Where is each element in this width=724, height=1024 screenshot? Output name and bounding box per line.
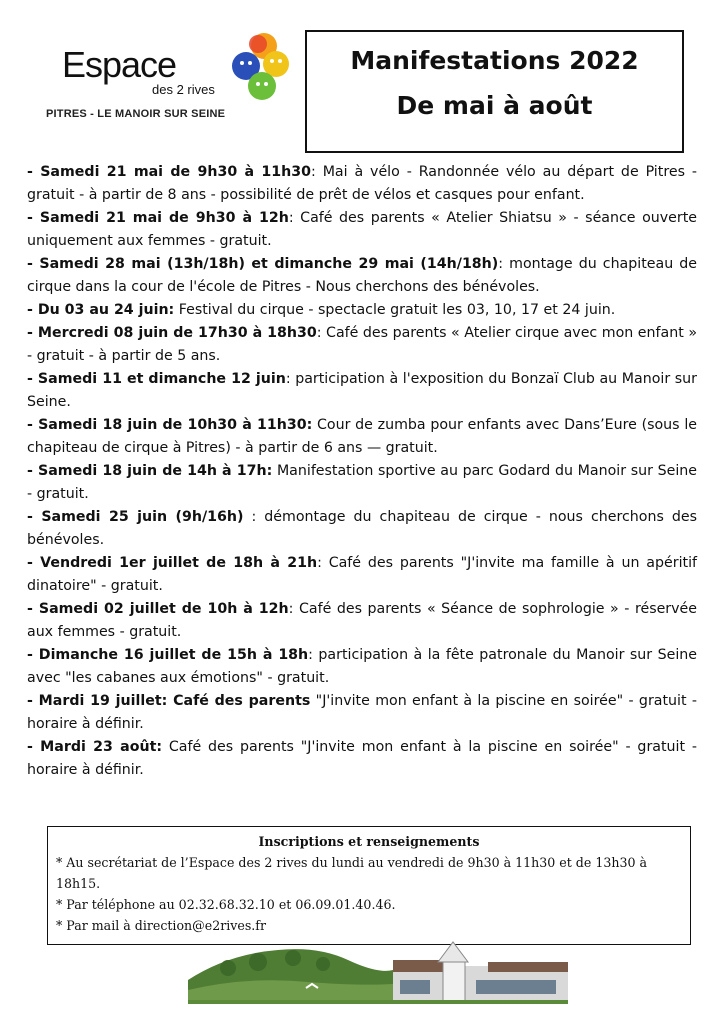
- info-line: * Par mail à direction@e2rives.fr: [56, 918, 266, 933]
- event-item: [27, 322, 697, 368]
- event-item: [27, 598, 697, 644]
- info-box: [47, 826, 691, 945]
- event-description: : démontage du chapiteau de cirque - nous cherchons des bénévoles.: [27, 509, 697, 548]
- event-date: - Samedi 21 mai de 9h30 à 11h30: [27, 164, 312, 180]
- info-line: * Au secrétariat de l’Espace des 2 rives du lundi au vendredi de 9h30 à 11h30 et de 13h30 à 18h15.: [56, 855, 648, 891]
- event-item: [27, 552, 697, 598]
- event-description: Manifestation sportive au parc Godard du Manoir sur Seine - gratuit.: [27, 463, 698, 502]
- landscape-illustration: [188, 940, 568, 1004]
- event-description: : participation à l'exposition du Bonzaï Club au Manoir sur Seine.: [27, 371, 698, 410]
- logo-subtitle: des 2 rives: [152, 82, 215, 97]
- event-date: - Samedi 18 juin de 14h à 17h:: [27, 463, 273, 479]
- event-description: : Mai à vélo - Randonnée vélo au départ de Pitres - gratuit - à partir de 8 ans - possibilité de prêt de vélos et casques pour enfant.: [27, 164, 697, 203]
- logo-wordmark: Espace: [62, 44, 177, 85]
- event-date: - Vendredi 1er juillet de 18h à 21h: [27, 555, 318, 571]
- event-item: [27, 736, 697, 782]
- event-item: [27, 161, 697, 207]
- event-item: [27, 460, 697, 506]
- event-description: : Café des parents « Atelier cirque avec mon enfant » - gratuit - à partir de 5 ans.: [27, 325, 697, 364]
- event-item: [27, 207, 697, 253]
- event-description: : Café des parents "J'invite ma famille à un apéritif dinatoire" - gratuit.: [27, 555, 698, 594]
- event-date: - Mercredi 08 juin de 17h30 à 18h30: [27, 325, 317, 341]
- logo: [40, 30, 300, 130]
- event-date: - Samedi 11 et dimanche 12 juin: [27, 371, 286, 387]
- event-item: [27, 644, 697, 690]
- event-description: : participation à la fête patronale du Manoir sur Seine avec "les cabanes aux émotions" - gratuit.: [27, 647, 698, 686]
- event-item: [27, 253, 697, 299]
- event-item: [27, 299, 697, 322]
- event-list: [27, 161, 697, 782]
- mascot-icon: [230, 30, 294, 102]
- event-date: - Samedi 02 juillet de 10h à 12h: [27, 601, 289, 617]
- event-date: - Samedi 21 mai de 9h30 à 12h: [27, 210, 289, 226]
- event-description: : Café des parents « Atelier Shiatsu » - séance ouverte uniquement aux femmes - gratuit.: [27, 210, 697, 249]
- event-date: - Samedi 18 juin de 10h30 à 11h30:: [27, 417, 313, 433]
- event-description: Festival du cirque - spectacle gratuit les 03, 10, 17 et 24 juin.: [174, 302, 616, 318]
- event-date: - Mardi 23 août:: [27, 739, 163, 755]
- title-box: [305, 30, 684, 153]
- event-description: "J'invite mon enfant à la piscine en soirée" - gratuit - horaire à définir.: [27, 693, 697, 732]
- event-item: [27, 368, 697, 414]
- page-subtitle: De mai à août: [396, 91, 593, 120]
- page-title: Manifestations 2022: [350, 46, 639, 75]
- event-description: Café des parents "J'invite mon enfant à la piscine en soirée" - gratuit - horaire à définir.: [27, 739, 697, 778]
- event-date: - Du 03 au 24 juin:: [27, 302, 175, 318]
- event-description: Cour de zumba pour enfants avec Dans’Eure (sous le chapiteau de cirque à Pitres) - à partir de 6 ans — gratuit.: [27, 417, 697, 456]
- logo-tagline: PITRES - LE MANOIR SUR SEINE: [46, 108, 226, 120]
- event-description: : montage du chapiteau de cirque dans la cour de l'école de Pitres - Nous cherchons des bénévoles.: [27, 256, 697, 295]
- event-date: - Mardi 19 juillet: Café des parents: [27, 693, 311, 709]
- info-title: Inscriptions et renseignements: [258, 834, 480, 849]
- info-line: * Par téléphone au 02.32.68.32.10 et 06.09.01.40.46.: [56, 897, 396, 912]
- event-date: - Samedi 28 mai (13h/18h) et dimanche 29 mai (14h/18h): [27, 256, 499, 272]
- event-item: [27, 690, 697, 736]
- event-item: [27, 414, 697, 460]
- event-date: - Dimanche 16 juillet de 15h à 18h: [27, 647, 309, 663]
- event-item: [27, 506, 697, 552]
- event-date: - Samedi 25 juin (9h/16h): [27, 509, 244, 525]
- event-description: : Café des parents « Séance de sophrologie » - réservée aux femmes - gratuit.: [27, 601, 697, 640]
